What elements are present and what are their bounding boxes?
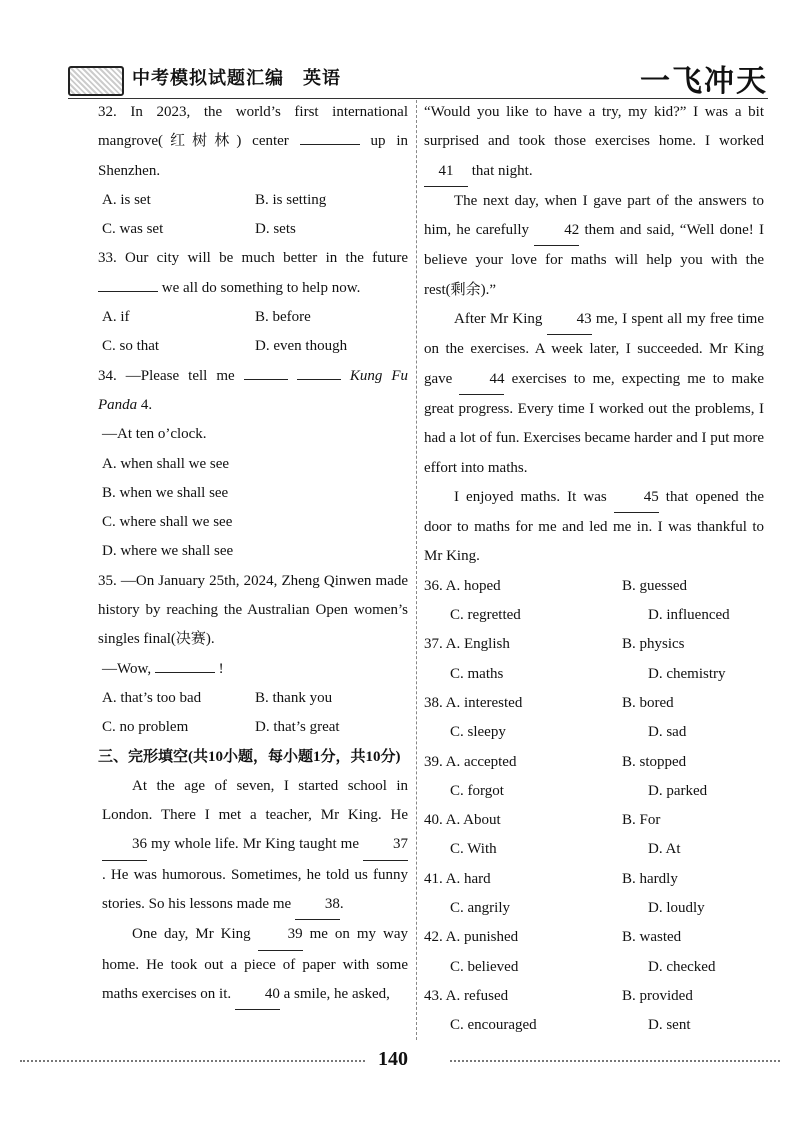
passage-paragraph-5: I enjoyed maths. It was 45 that opened the door to maths for me and led me in. I was thankful to Mr King. xyxy=(424,483,764,572)
option-text: 37. A. English xyxy=(424,636,510,653)
option-text: C. angrily xyxy=(450,900,510,917)
blank-38: 38 xyxy=(295,890,340,920)
section-heading: 三、完形填空(共10小题，每小题1分，共10分) xyxy=(98,748,401,765)
passage-paragraph-2-cont: “Would you like to have a try, my kid?” I was a bit surprised and took those exercises home. I worked 41 that night. xyxy=(424,98,764,187)
option-text: D. parked xyxy=(648,782,708,799)
q34-option-a: A. when shall we see xyxy=(102,455,230,472)
option-text: 43. A. refused xyxy=(424,987,509,1004)
option-row xyxy=(424,689,764,718)
option-text: 39. A. accepted xyxy=(424,753,517,770)
blank-45: 45 xyxy=(614,483,659,513)
q34-option-c: C. where shall we see xyxy=(102,514,233,531)
option-text: 42. A. punished xyxy=(424,929,519,946)
page-number: 140 xyxy=(378,1048,408,1070)
option-text: C. encouraged xyxy=(450,1017,537,1034)
option-text: B. stopped xyxy=(622,753,687,770)
option-text: B. bored xyxy=(622,694,674,711)
option-row xyxy=(424,660,764,689)
q32-stem: 32. In 2023, the world’s first international mangrove(红树林) center up in Shenzhen. xyxy=(98,104,409,179)
footer-decoration-right xyxy=(450,1060,780,1068)
option-row xyxy=(424,748,764,777)
page-header xyxy=(68,60,768,96)
option-text: B. hardly xyxy=(622,870,678,887)
option-text: B. physics xyxy=(622,636,685,653)
blank-42: 42 xyxy=(534,216,579,246)
option-row xyxy=(424,777,764,806)
q32-options-ab: A. is set B. is setting xyxy=(102,191,327,208)
option-text: D. checked xyxy=(648,958,716,975)
option-row xyxy=(424,953,764,982)
option-text: B. guessed xyxy=(622,577,687,594)
option-text: B. provided xyxy=(622,987,693,1004)
option-text: C. believed xyxy=(450,958,519,975)
option-row xyxy=(424,894,764,923)
option-row xyxy=(424,572,764,601)
q32-options-cd: C. was set D. sets xyxy=(102,221,296,238)
option-row xyxy=(424,865,764,894)
q33-blank xyxy=(98,291,158,292)
q35-blank xyxy=(155,672,215,673)
q32-blank xyxy=(300,144,360,145)
option-text: 40. A. About xyxy=(424,812,501,829)
option-text: B. For xyxy=(622,812,661,829)
passage-paragraph-2: One day, Mr King 39 me on my way home. He took out a piece of paper with some maths exercises on it. 40 a smile, he asked, xyxy=(102,920,408,1010)
brand-logo: 一飞冲天 xyxy=(640,65,768,98)
option-text: D. chemistry xyxy=(648,665,726,682)
option-text: C. maths xyxy=(450,665,504,682)
blank-44: 44 xyxy=(459,365,504,395)
q33-stem: 33. Our city will be much better in the future we all do something to help now. xyxy=(98,250,408,296)
book-title: 中考模拟试题汇编 英语 xyxy=(132,68,341,88)
option-text: D. loudly xyxy=(648,900,705,917)
option-row xyxy=(424,982,764,1011)
right-column xyxy=(424,98,764,1041)
option-text: D. At xyxy=(648,841,681,858)
option-row xyxy=(424,601,764,630)
blank-36: 36 xyxy=(102,830,147,860)
q34-answer: —At ten o’clock. xyxy=(102,426,207,443)
q33-options-cd: C. so that D. even though xyxy=(102,338,348,355)
passage-paragraph-3: The next day, when I gave part of the answers to him, he carefully 42 them and said, “Well done! I believe your love for maths will help you with the rest(剩余).” xyxy=(424,192,765,298)
option-text: D. sad xyxy=(648,724,687,741)
blank-39: 39 xyxy=(258,920,303,950)
option-text: 38. A. interested xyxy=(424,694,523,711)
option-text: 36. A. hoped xyxy=(424,577,501,594)
footer-decoration-left xyxy=(20,1060,365,1068)
q35-stem: 35. —On January 25th, 2024, Zheng Qinwen made history by reaching the Australian Open women’s singles final(决赛). xyxy=(98,572,409,648)
q34-option-b: B. when we shall see xyxy=(102,484,229,501)
option-text: C. sleepy xyxy=(450,724,506,741)
q34-option-d: D. where we shall see xyxy=(102,543,234,560)
option-row xyxy=(424,630,764,659)
q34-stem: 34. —Please tell me Kung Fu Panda 4. xyxy=(98,367,409,413)
option-text: 41. A. hard xyxy=(424,870,491,887)
option-text: C. regretted xyxy=(450,607,521,624)
option-row xyxy=(424,923,764,952)
book-logo-icon xyxy=(68,66,124,96)
option-row xyxy=(424,835,764,864)
q35-reply: —Wow, ! xyxy=(102,660,224,677)
blank-37: 37 xyxy=(363,830,408,860)
option-row xyxy=(424,806,764,835)
option-text: D. sent xyxy=(648,1017,691,1034)
option-text: C. forgot xyxy=(450,782,504,799)
option-row xyxy=(424,718,764,747)
option-text: D. influenced xyxy=(648,607,730,624)
passage-paragraph-4: After Mr King 43 me, I spent all my free time on the exercises. A week later, I succeeded. Mr King gave 44 exercises to me, expecting me to make great progress. Every time I worked out the problems, I had a lot of fun. Exercises became harder and I put more effort into maths. xyxy=(424,305,764,483)
column-divider xyxy=(416,100,417,1040)
q35-options-ab: A. that’s too bad B. thank you xyxy=(102,689,333,706)
q35-options-cd: C. no problem D. that’s great xyxy=(102,719,340,736)
blank-41: 41 xyxy=(424,157,468,187)
blank-43: 43 xyxy=(547,305,592,335)
q33-options-ab: A. if B. before xyxy=(102,309,311,326)
blank-40: 40 xyxy=(235,980,280,1010)
option-row xyxy=(424,1011,764,1040)
left-column xyxy=(98,98,409,1010)
cloze-options xyxy=(424,572,764,1041)
q34-blank xyxy=(244,379,288,380)
passage-paragraph-1: At the age of seven, I started school in London. There I met a teacher, Mr King. He 36 my whole life. Mr King taught me 37. He was humorous. Sometimes, he told us funny stories. So his lessons made me 38. xyxy=(102,772,408,920)
option-text: B. wasted xyxy=(622,929,682,946)
option-text: C. With xyxy=(450,841,497,858)
